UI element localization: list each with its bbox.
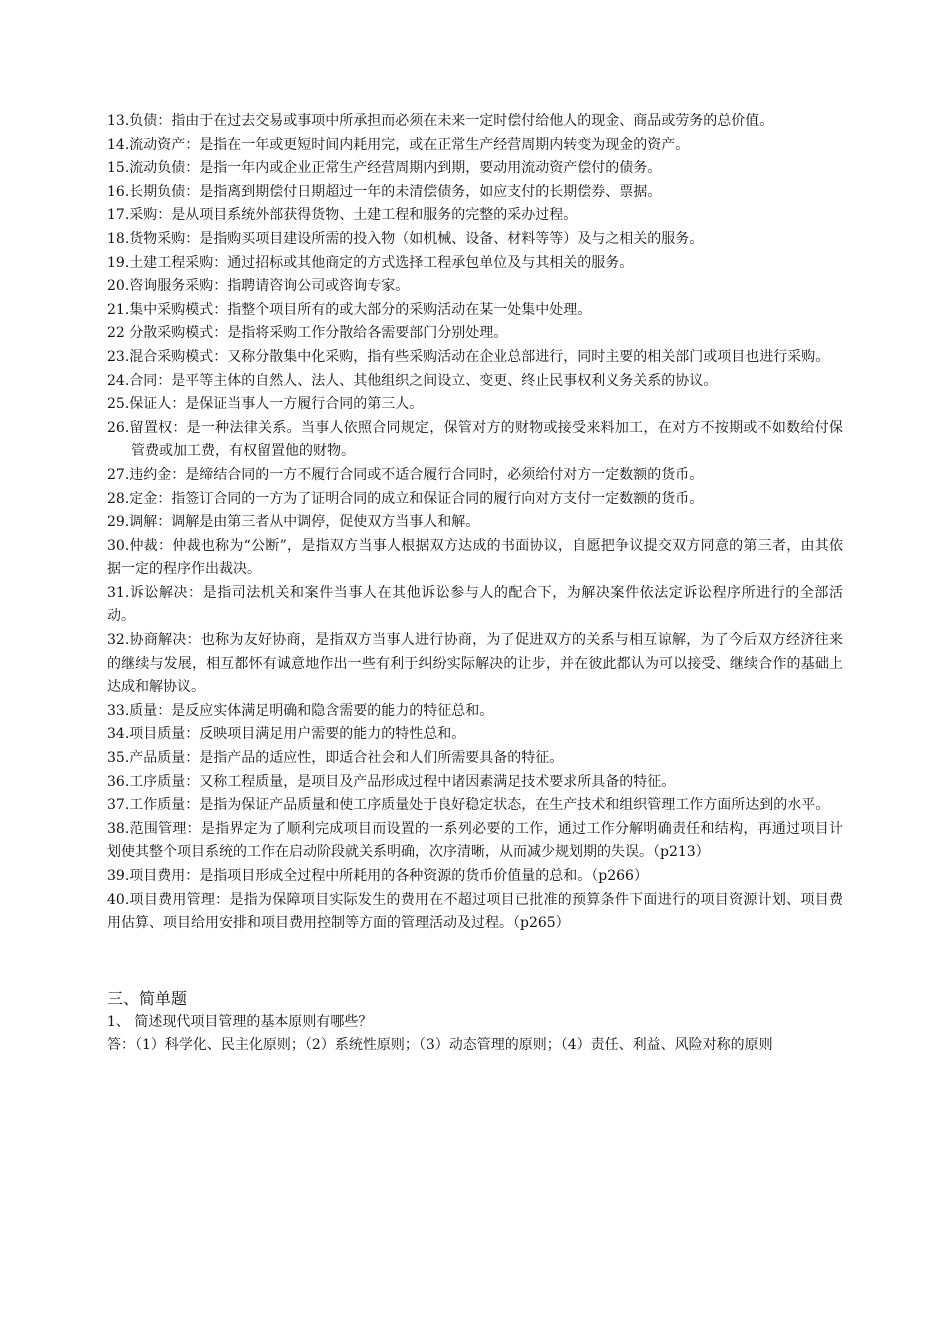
definition-item: 39.项目费用：是指项目形成全过程中所耗用的各种资源的货币价值量的总和。（p266） [107, 868, 648, 884]
definition-item: 31.诉讼解决：是指司法机关和案件当事人在其他诉讼参与人的配合下，为解决案件依法定诉讼程序所进行的全部活动。 [107, 584, 843, 625]
definition-item: 18.货物采购：是指购买项目建设所需的投入物（如机械、设备、材料等等）及与之相关的服务。 [107, 230, 704, 247]
definition-item: 28.定金：指签订合同的一方为了证明合同的成立和保证合同的履行向对方支付一定数额的货币。 [107, 490, 704, 507]
definition-item: 25.保证人：是保证当事人一方履行合同的第三人。 [107, 396, 424, 413]
definitions-list [107, 110, 843, 936]
definition-item: 22 分散采购模式：是指将采购工作分散给各需要部门分别处理。 [107, 325, 508, 342]
definition-item: 14.流动资产：是指在一年或更短时间内耗用完，或在正常生产经营周期内转变为现金的资产。 [107, 136, 690, 153]
definition-item: 15.流动负债：是指一年内或企业正常生产经营周期内到期，要动用流动资产偿付的债务。 [107, 160, 662, 177]
definition-item: 23.混合采购模式：又称分散集中化采购，指有些采购活动在企业总部进行，同时主要的相关部门或项目也进行采购。 [107, 348, 830, 365]
answer-text: 答：（1）科学化、民主化原则；（2）系统性原则；（3）动态管理的原则；（4）责任、利益、风险对称的原则 [107, 1037, 773, 1054]
definition-item: 38.范围管理：是指界定为了顺利完成项目而设置的一系列必要的工作，通过工作分解明确责任和结构，再通过项目计划使其整个项目系统的工作在启动阶段就关系明确，次序清晰，从而减少规划期的失误。（p213） [107, 820, 843, 861]
definition-item: 40.项目费用管理：是指为保障项目实际发生的费用在不超过项目已批准的预算条件下面进行的项目资源计划、项目费用估算、项目给用安排和项目费用控制等方面的管理活动及过程。（p265） [107, 891, 843, 932]
definition-item: 26.留置权：是一种法律关系。当事人依照合同规定，保管对方的财物或接受来料加工，在对方不按期或不如数给付保管费或加工费，有权留置他的财物。 [107, 419, 843, 460]
definition-item: 29.调解：调解是由第三者从中调停，促使双方当事人和解。 [107, 514, 480, 531]
definition-item: 36.工序质量：又称工程质量，是项目及产品形成过程中诸因素满足技术要求所具备的特征。 [107, 773, 676, 790]
definition-item: 33.质量：是反应实体满足明确和隐含需要的能力的特征总和。 [107, 702, 494, 719]
definition-item: 30.仲裁：仲裁也称为“公断”，是指双方当事人根据双方达成的书面协议，自愿把争议提交双方同意的第三者，由其依据一定的程序作出裁决。 [107, 537, 843, 578]
definition-item: 27.违约金：是缔结合同的一方不履行合同或不适合履行合同时，必须给付对方一定数额的货币。 [107, 466, 704, 483]
definition-item: 21.集中采购模式：指整个项目所有的或大部分的采购活动在某一处集中处理。 [107, 301, 592, 318]
definition-item: 35.产品质量：是指产品的适应性，即适合社会和人们所需要具备的特征。 [107, 750, 564, 767]
definition-item: 19.土建工程采购：通过招标或其他商定的方式选择工程承包单位及与其相关的服务。 [107, 254, 634, 271]
definition-item: 17.采购：是从项目系统外部获得货物、土建工程和服务的完整的采办过程。 [107, 207, 578, 224]
section-title: 三、简单题 [107, 988, 188, 1008]
question-text: 1、 简述现代项目管理的基本原则有哪些？ [107, 1013, 373, 1030]
definition-item: 13.负债：指由于在过去交易或事项中所承担而必须在未来一定时偿付给他人的现金、商品或劳务的总价值。 [107, 113, 774, 129]
definition-item: 16.长期负债：是指离到期偿付日期超过一年的未清偿债务，如应支付的长期偿券、票据。 [107, 183, 662, 200]
document-page [107, 110, 843, 1058]
definition-item: 24.合同：是平等主体的自然人、法人、其他组织之间设立、变更、终止民事权利义务关系的协议。 [107, 372, 718, 389]
definition-item: 32.协商解决：也称为友好协商，是指双方当事人进行协商，为了促进双方的关系与相互谅解，为了今后双方经济往来的继续与发展，相互都怀有诚意地作出一些有利于纠纷实际解决的让步，并在彼此都认为可以接受、继续合作的基础上达成和解协议。 [107, 632, 843, 696]
definition-item: 20.咨询服务采购：指聘请咨询公司或咨询专家。 [107, 278, 410, 295]
definition-item: 34.项目质量：反映项目满足用户需要的能力的特性总和。 [107, 726, 466, 743]
definition-item: 37.工作质量：是指为保证产品质量和使工序质量处于良好稳定状态，在生产技术和组织管理工作方面所达到的水平。 [107, 797, 830, 814]
